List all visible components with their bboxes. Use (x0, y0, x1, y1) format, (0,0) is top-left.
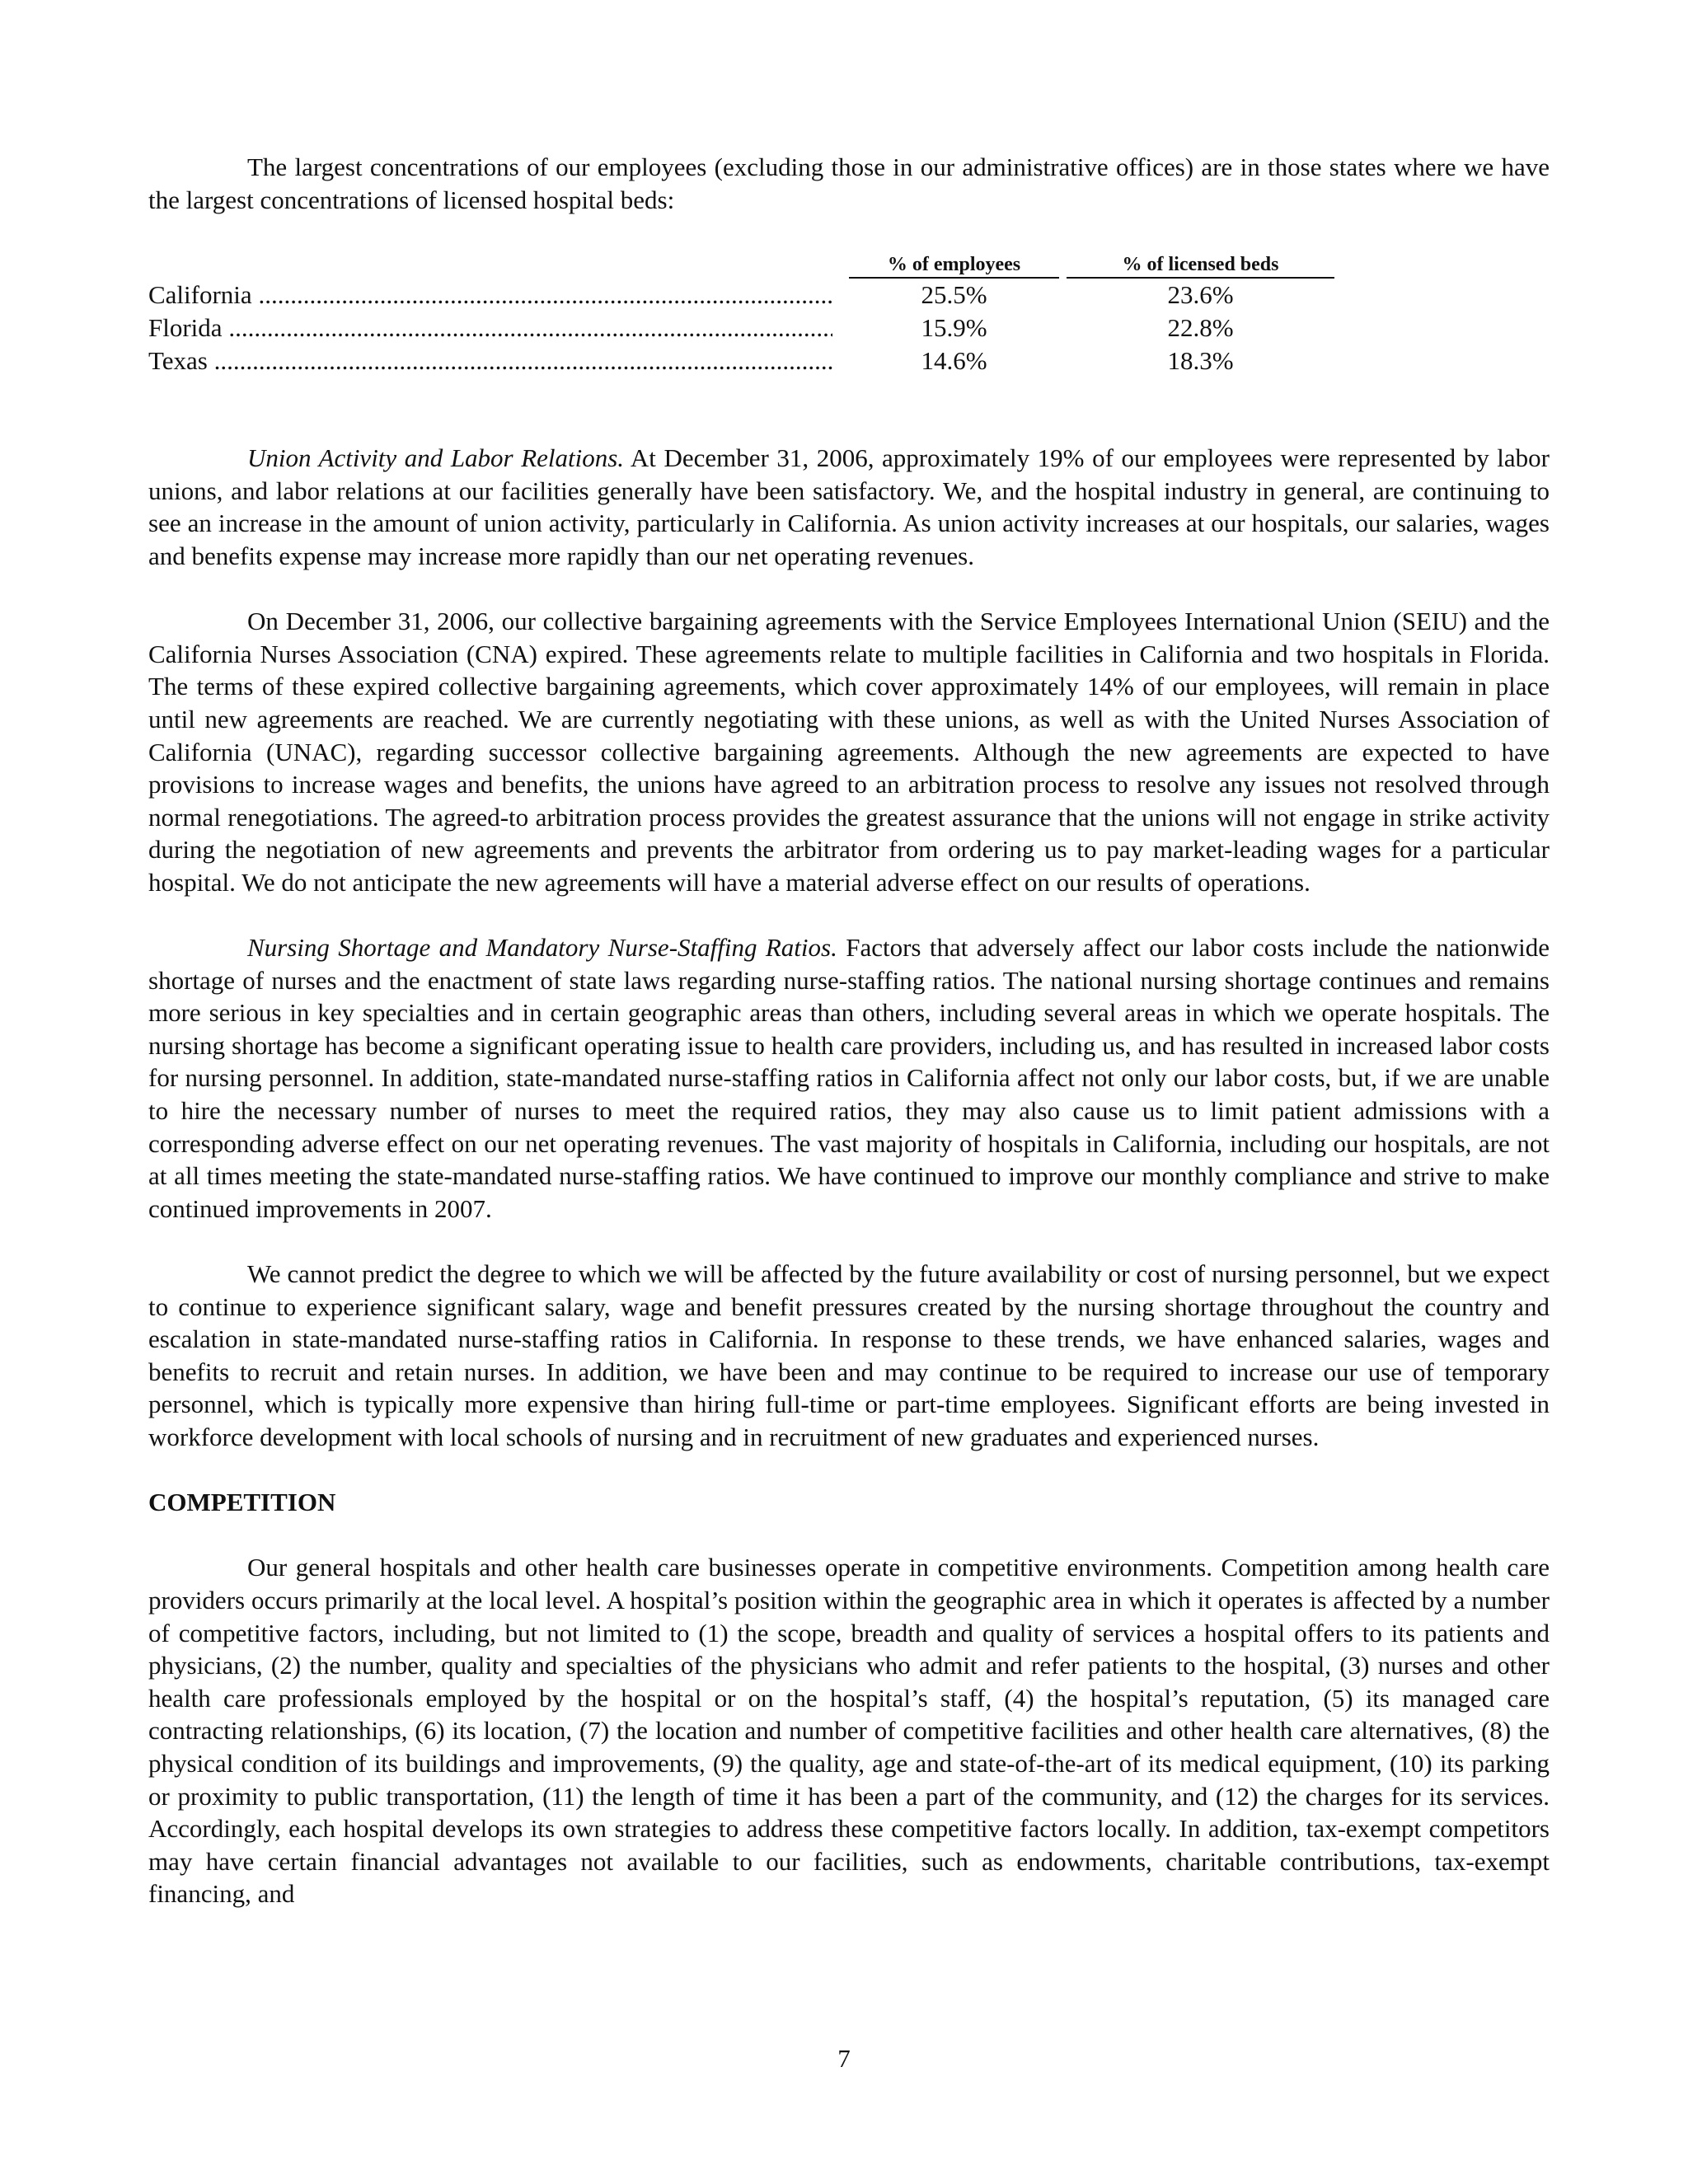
employees-value: 25.5% (921, 280, 987, 310)
competition-paragraph: Our general hospitals and other health care businesses operate in competitive environments. Competition among health care providers occurs primarily at the local level. A hospital’s position within the geographic area in which it operates is affected by a number of competitive factors, including, but not limited to (1) the scope, breadth and quality of services a hospital offers to its patients and physicians, (2) the number, quality and specialties of the physicians who admit and refer patients to the hospital, (3) nurses and other health care professionals employed by the hospital or on the hospital’s staff, (4) the hospital’s reputation, (5) its managed care contracting relationships, (6) its location, (7) the location and number of competitive facilities and other health care alternatives, (8) the physical condition of its buildings and improvements, (9) the quality, age and state-of-the-art of its medical equipment, (10) its parking or proximity to public transportation, (11) the length of time it has been a part of the community, and (12) the charges for its services. Accordingly, each hospital develops its own strategies to address these competitive factors locally. In addition, tax-exempt competitors may have certain financial advantages not available to our facilities, such as endowments, charitable contributions, tax-exempt financing, and (148, 1553, 1550, 1909)
header-employees: % of employees (849, 252, 1059, 279)
beds-value: 18.3% (1167, 346, 1234, 376)
nursing-text: Factors that adversely affect our labor costs include the nationwide shortage of nurses and the enactment of state laws regarding nurse-staffing ratios. The national nursing shortage continues and remains more serious in key specialties and in certain geographic areas than others, including several areas in which we operate hospitals. The nursing shortage has become a significant operating issue to health care providers, including us, and has resulted in increased labor costs for nursing personnel. In addition, state-mandated nurse-staffing ratios in California affect not only our labor costs, but, if we are unable to hire the necessary number of nurses to meet the required ratios, they may also cause us to limit patient admissions with a corresponding adverse effect on our net operating revenues. The vast majority of hospitals in California, including our hospitals, are not at all times meeting the state-mandated nurse-staffing ratios. We have continued to improve our monthly compliance and strive to make continued improvements in 2007. (148, 933, 1550, 1223)
nursing-paragraph (148, 931, 1550, 1225)
page-number: 7 (837, 2044, 851, 2073)
predict-paragraph: We cannot predict the degree to which we will be affected by the future availability or cost of nursing personnel, but we expect to continue to experience significant salary, wage and benefit pressures created by the nursing shortage throughout the country and escalation in state-mandated nurse-staffing ratios in California. In response to these trends, we have enhanced salaries, wages and benefits to recruit and retain nurses. In addition, we have been and may continue to be required to increase our use of temporary personnel, which is typically more expensive than hiring full-time or part-time employees. Significant efforts are being invested in workforce development with local schools of nursing and in recruitment of new graduates and experienced nurses. (148, 1259, 1550, 1451)
header-licensed-beds: % of licensed beds (1067, 252, 1334, 279)
table-row (148, 344, 1334, 377)
state-label: Florida ..... (148, 312, 832, 344)
beds-value: 22.8% (1167, 313, 1234, 343)
employees-value: 15.9% (921, 313, 987, 343)
state-label: Texas ..... (148, 344, 832, 377)
competition-heading: COMPETITION (148, 1488, 336, 1517)
union-lead-in: Union Activity and Labor Relations. (247, 443, 625, 473)
employee-beds-table (148, 252, 1550, 442)
document-page (148, 151, 1550, 1910)
union-paragraph (148, 442, 1550, 572)
table-row (148, 279, 1334, 312)
employees-value: 14.6% (921, 346, 987, 376)
state-label: California ..... (148, 279, 832, 312)
table-row (148, 312, 1334, 344)
bargaining-paragraph: On December 31, 2006, our collective bargaining agreements with the Service Employees International Union (SEIU) and the California Nurses Association (CNA) expired. These agreements relate to multiple facilities in California and two hospitals in Florida. The terms of these expired collective bargaining agreements, which cover approximately 14% of our employees, will remain in place until new agreements are reached. We are currently negotiating with these unions, as well as with the United Nurses Association of California (UNAC), regarding successor collective bargaining agreements. Although the new agreements are expected to have provisions to increase wages and benefits, the unions have agreed to an arbitration process to resolve any issues not resolved through normal renegotiations. The agreed-to arbitration process provides the greatest assurance that the unions will not engage in strike activity during the negotiation of new agreements and prevents the arbitrator from ordering us to pay market-leading wages for a particular hospital. We do not anticipate the new agreements will have a material adverse effect on our results of operations. (148, 607, 1550, 897)
beds-value: 23.6% (1167, 280, 1234, 310)
intro-paragraph: The largest concentrations of our employees (excluding those in our administrative offices) are in those states where we have the largest concentrations of licensed hospital beds: (148, 152, 1550, 214)
union-text: At December 31, 2006, approximately 19% of our employees were represented by labor unions, and labor relations at our facilities generally have been satisfactory. We, and the hospital industry in general, are continuing to see an increase in the amount of union activity, particularly in California. As union activity increases at our hospitals, our salaries, wages and benefits expense may increase more rapidly than our net operating revenues. (148, 443, 1550, 570)
nursing-lead-in: Nursing Shortage and Mandatory Nurse-Staffing Ratios. (247, 933, 837, 963)
